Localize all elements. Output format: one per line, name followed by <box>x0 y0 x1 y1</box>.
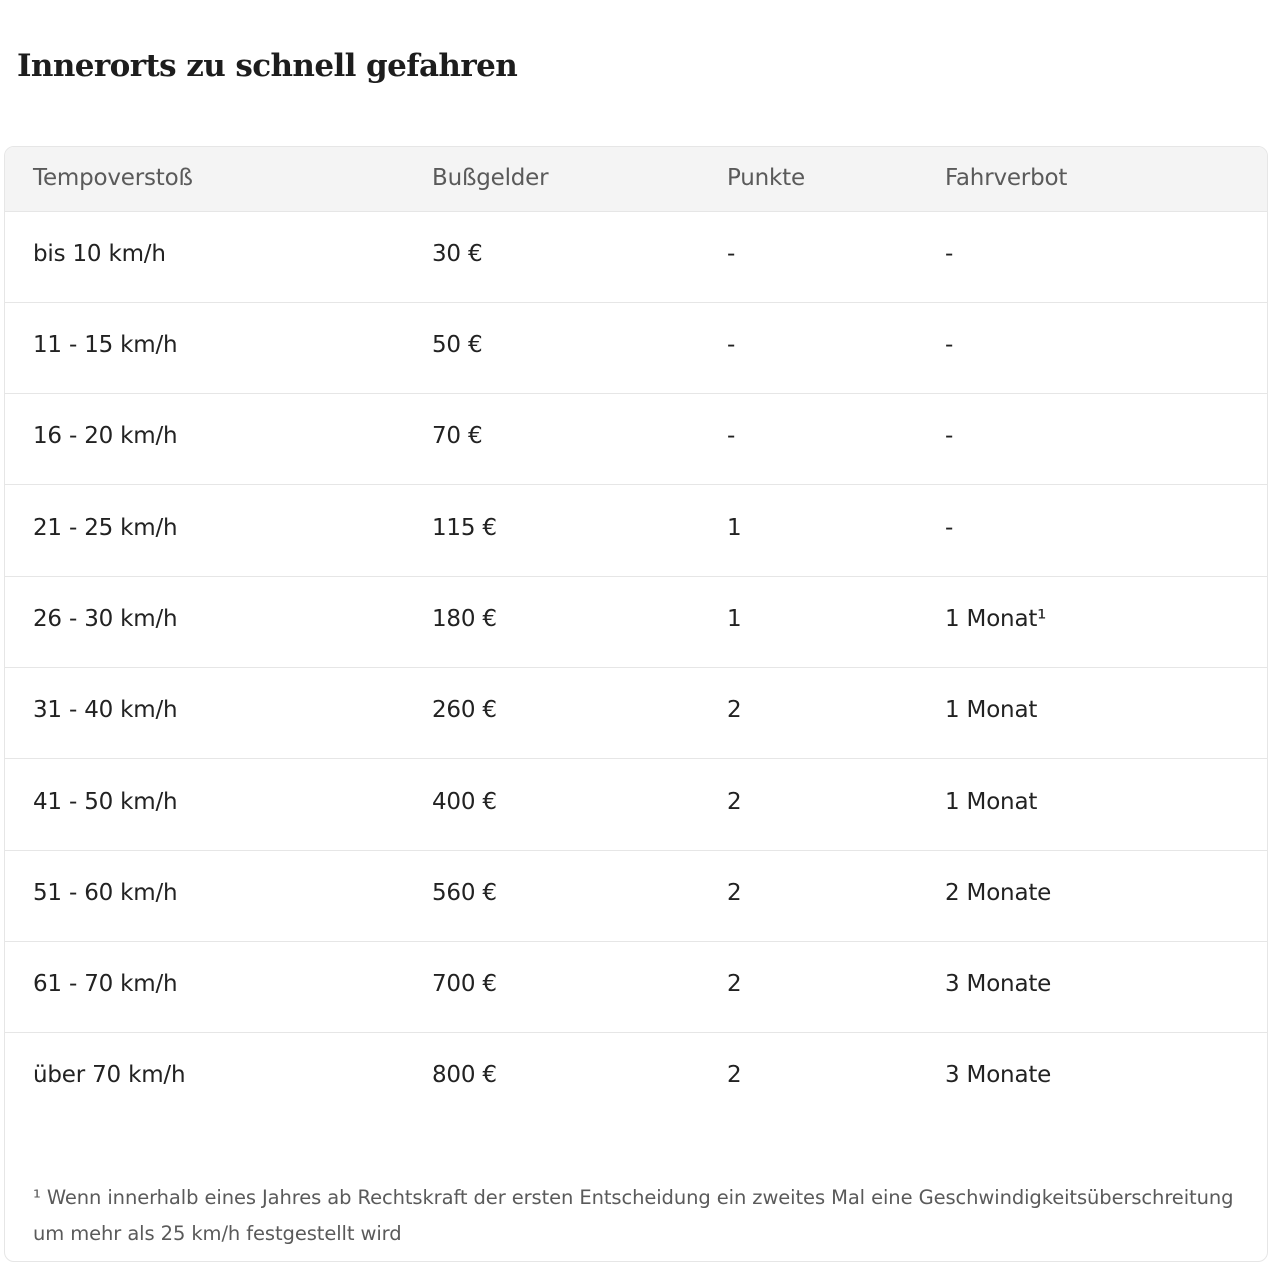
cell-speeding: 31 - 40 km/h <box>33 697 178 723</box>
table-row <box>5 576 1267 668</box>
cell-speeding: 41 - 50 km/h <box>33 789 178 815</box>
cell-fine: 30 € <box>432 241 483 267</box>
cell-speeding: 11 - 15 km/h <box>33 332 178 358</box>
cell-fine: 260 € <box>432 697 497 723</box>
cell-points: 1 <box>727 606 742 632</box>
cell-driving-ban: 1 Monat <box>945 789 1038 815</box>
cell-points: 1 <box>727 515 742 541</box>
cell-driving-ban: 1 Monat¹ <box>945 606 1047 632</box>
table-row <box>5 485 1267 577</box>
cell-speeding: 51 - 60 km/h <box>33 880 178 906</box>
cell-fine: 70 € <box>432 423 483 449</box>
header-fines: Bußgelder <box>432 165 549 191</box>
page-title: Innerorts zu schnell gefahren <box>17 48 518 84</box>
table-row <box>5 1032 1267 1123</box>
cell-speeding: 61 - 70 km/h <box>33 971 178 997</box>
fines-table <box>4 146 1268 1262</box>
table-header <box>5 147 1267 212</box>
cell-speeding: 26 - 30 km/h <box>33 606 178 632</box>
cell-speeding: 21 - 25 km/h <box>33 515 178 541</box>
cell-fine: 400 € <box>432 789 497 815</box>
cell-speeding: 16 - 20 km/h <box>33 423 178 449</box>
table-footnote: ¹ Wenn innerhalb eines Jahres ab Rechtskraft der ersten Entscheidung ein zweites Mal eine Geschwindigkeitsüberschreitung um mehr als 25 km/h festgestellt wird <box>33 1186 1234 1245</box>
cell-points: - <box>727 241 736 267</box>
cell-fine: 180 € <box>432 606 497 632</box>
cell-driving-ban: 1 Monat <box>945 697 1038 723</box>
cell-driving-ban: 3 Monate <box>945 1062 1052 1088</box>
table-row <box>5 302 1267 394</box>
table-row <box>5 393 1267 485</box>
cell-fine: 115 € <box>432 515 497 541</box>
cell-fine: 50 € <box>432 332 483 358</box>
table-row <box>5 211 1267 303</box>
header-driving-ban: Fahrverbot <box>945 165 1068 191</box>
cell-driving-ban: 2 Monate <box>945 880 1052 906</box>
table-row <box>5 941 1267 1033</box>
table-row <box>5 667 1267 759</box>
cell-points: 2 <box>727 697 742 723</box>
cell-speeding: über 70 km/h <box>33 1062 186 1088</box>
header-speeding: Tempoverstoß <box>33 165 193 191</box>
cell-speeding: bis 10 km/h <box>33 241 166 267</box>
cell-driving-ban: - <box>945 423 954 449</box>
cell-points: - <box>727 332 736 358</box>
cell-points: - <box>727 423 736 449</box>
cell-fine: 800 € <box>432 1062 497 1088</box>
cell-points: 2 <box>727 1062 742 1088</box>
cell-points: 2 <box>727 971 742 997</box>
cell-points: 2 <box>727 789 742 815</box>
cell-driving-ban: - <box>945 515 954 541</box>
cell-fine: 700 € <box>432 971 497 997</box>
header-points: Punkte <box>727 165 805 191</box>
table-row <box>5 850 1267 942</box>
table-row <box>5 759 1267 851</box>
cell-driving-ban: 3 Monate <box>945 971 1052 997</box>
cell-driving-ban: - <box>945 332 954 358</box>
cell-fine: 560 € <box>432 880 497 906</box>
cell-points: 2 <box>727 880 742 906</box>
cell-driving-ban: - <box>945 241 954 267</box>
